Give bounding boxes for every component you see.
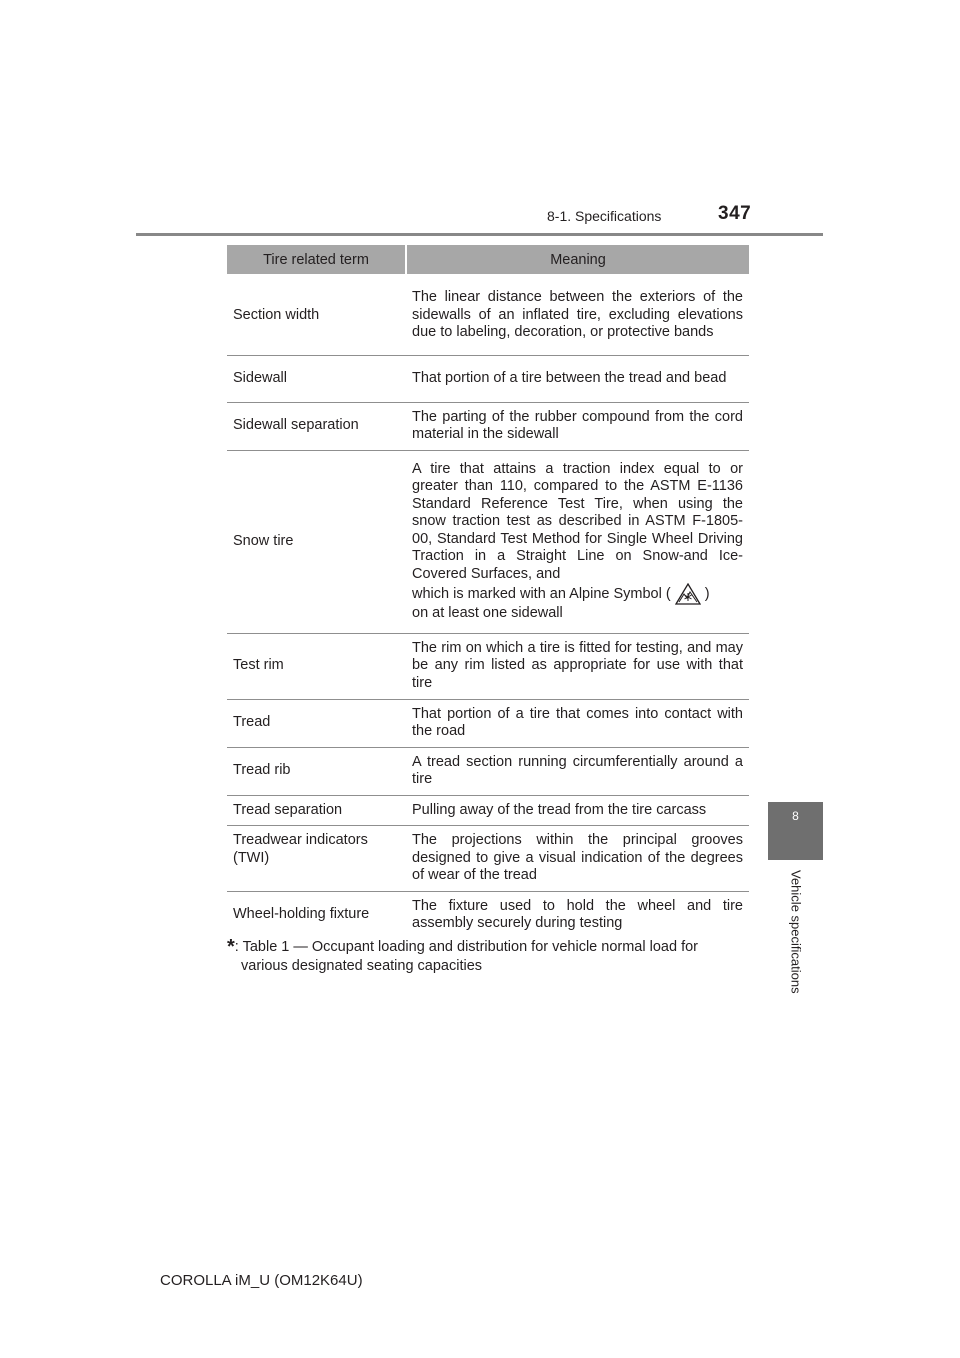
term-cell: Wheel-holding fixture xyxy=(233,906,370,923)
table-row xyxy=(227,699,749,747)
meaning-cell: That portion of a tire that comes into contact with the road xyxy=(406,699,749,747)
section-title: 8-1. Specifications xyxy=(547,208,662,224)
page-number: 347 xyxy=(718,203,752,224)
footnote-marker: * xyxy=(227,936,235,958)
table-row xyxy=(227,747,749,795)
meaning-cell: Pulling away of the tread from the tire carcass xyxy=(406,795,749,826)
meaning-cell: That portion of a tire between the tread and bead xyxy=(406,355,749,402)
chapter-number: 8 xyxy=(792,809,799,823)
table-row xyxy=(227,450,749,633)
column-header-term: Tire related term xyxy=(227,245,406,275)
term-cell: Section width xyxy=(227,275,406,355)
meaning-text: A tire that attains a traction index equal to or greater than 110, compared to the ASTM E-1136 Standard Reference Test Tire, when using the snow traction test as described in ASTM F-1805-00, Standard Test Method for Single Wheel Driving Traction in a Straight Line on Snow-and Ice-Covered Surfaces, and xyxy=(412,460,743,582)
footnote-line-2: various designated seating capacities xyxy=(241,958,483,974)
chapter-tab[interactable] xyxy=(768,802,823,860)
table-row xyxy=(227,355,749,402)
meaning-cell: The linear distance between the exteriors of the sidewalls of an inflated tire, excluding elevations due to labeling, decoration, or protective bands xyxy=(406,275,749,355)
tire-terms-table xyxy=(227,245,749,939)
table-row xyxy=(227,633,749,699)
term-cell: Test rim xyxy=(227,633,406,699)
table-row xyxy=(227,275,749,355)
footnote xyxy=(227,938,751,976)
term-cell: Snow tire xyxy=(227,450,406,633)
meaning-cell: The projections within the principal grooves designed to give a visual indication of the degrees of wear of the tread xyxy=(406,826,749,892)
term-cell: Sidewall xyxy=(227,355,406,402)
table-row xyxy=(227,795,749,826)
term-cell: Tread separation xyxy=(227,795,406,826)
footnote-line-1: : Table 1 — Occupant loading and distribution for vehicle normal load for xyxy=(234,939,698,955)
meaning-cell: A tread section running circumferentially around a tire xyxy=(406,747,749,795)
table-row xyxy=(227,402,749,450)
table-row xyxy=(227,891,749,939)
meaning-text-end: on at least one sidewall xyxy=(412,605,563,621)
alpine-symbol-line: which is marked with an Alpine Symbol ( ) xyxy=(412,586,710,602)
chapter-label: Vehicle specifications xyxy=(788,870,804,994)
term-cell: Sidewall separation xyxy=(227,402,406,450)
meaning-cell: The parting of the rubber compound from the cord material in the sidewall xyxy=(406,402,749,450)
meaning-cell: The rim on which a tire is fitted for testing, and may be any rim listed as appropriate for use with that tire xyxy=(406,633,749,699)
table-row xyxy=(227,826,749,892)
term-cell: Tread xyxy=(227,699,406,747)
document-footer: COROLLA iM_U (OM12K64U) xyxy=(160,1272,363,1289)
meaning-cell: The fixture used to hold the wheel and tire assembly securely during testing xyxy=(412,897,743,931)
meaning-cell xyxy=(406,450,749,633)
term-cell: Treadwear indicators (TWI) xyxy=(227,826,406,892)
alpine-symbol-icon xyxy=(675,583,701,605)
term-cell: Tread rib xyxy=(227,747,406,795)
column-header-meaning: Meaning xyxy=(406,245,749,275)
header-divider xyxy=(136,233,823,236)
